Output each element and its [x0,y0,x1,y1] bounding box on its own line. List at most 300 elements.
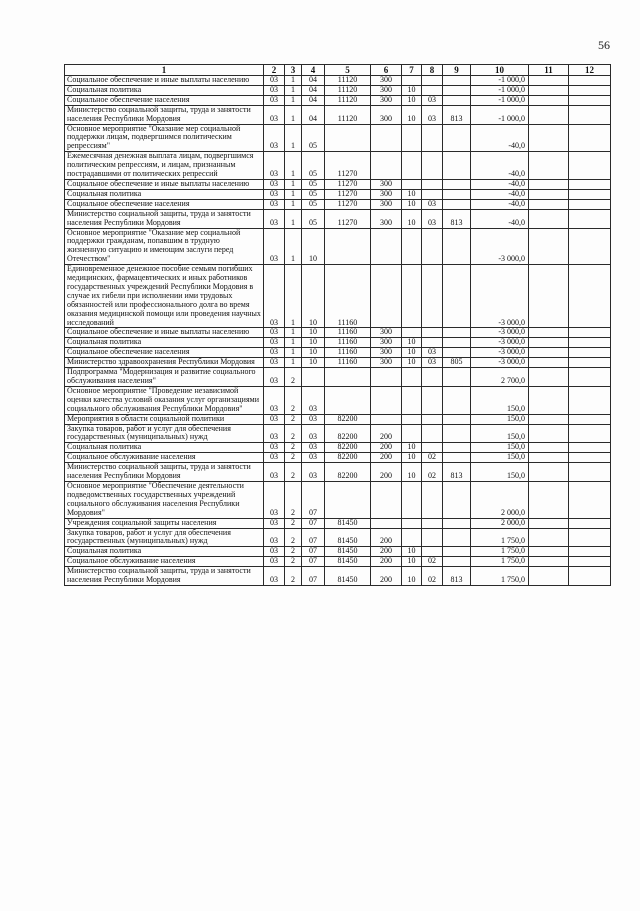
row-cell-c9 [443,528,471,547]
row-cell-c7: 10 [402,85,422,95]
table-row [65,228,611,265]
row-cell-c11 [529,189,569,199]
row-cell-c6: 300 [371,338,402,348]
row-cell-c10: 1 750,0 [471,528,529,547]
row-cell-c11 [529,265,569,328]
row-cell-c12 [569,368,611,387]
row-cell-c11 [529,557,569,567]
row-cell-c6: 300 [371,209,402,228]
row-cell-c11 [529,528,569,547]
row-cell-c8 [422,124,443,152]
row-cell-c8 [422,338,443,348]
row-cell-c5: 81450 [325,518,371,528]
row-cell-c8: 03 [422,95,443,105]
row-cell-c10: -1 000,0 [471,105,529,124]
row-cell-c9 [443,124,471,152]
row-cell-c4: 03 [302,453,325,463]
row-cell-c12 [569,358,611,368]
row-cell-c12 [569,124,611,152]
row-cell-c2: 03 [264,76,285,86]
row-cell-c9 [443,85,471,95]
row-cell-c4: 07 [302,547,325,557]
row-cell-c10: 150,0 [471,463,529,482]
row-cell-c3: 2 [285,567,302,586]
row-name-cell: Основное мероприятие "Оказание мер социальной поддержки лицам, подвергшимся политическим репрессиям" [65,124,264,152]
row-cell-c12 [569,414,611,424]
row-cell-c7: 10 [402,189,422,199]
row-cell-c6: 300 [371,179,402,189]
row-cell-c2: 03 [264,228,285,265]
row-cell-c8 [422,368,443,387]
row-cell-c3: 2 [285,518,302,528]
row-name-cell: Ежемесячная денежная выплата лицам, подвергшимся политическим репрессиям, и лицам, признанным пострадавшими от политических репрессий [65,152,264,180]
row-cell-c8 [422,518,443,528]
row-cell-c11 [529,386,569,414]
row-cell-c7 [402,424,422,443]
row-cell-c5: 11270 [325,209,371,228]
row-cell-c10: -3 000,0 [471,265,529,328]
row-cell-c9 [443,481,471,518]
row-cell-c12 [569,518,611,528]
row-cell-c9 [443,338,471,348]
column-header: 9 [443,65,471,76]
table-row [65,95,611,105]
row-cell-c9 [443,76,471,86]
row-cell-c10: -3 000,0 [471,358,529,368]
row-cell-c9 [443,189,471,199]
row-cell-c7: 10 [402,209,422,228]
row-cell-c2: 03 [264,124,285,152]
row-cell-c3: 1 [285,105,302,124]
table-row [65,85,611,95]
column-header: 11 [529,65,569,76]
row-cell-c3: 1 [285,228,302,265]
row-cell-c5: 82200 [325,414,371,424]
row-cell-c7 [402,528,422,547]
row-cell-c8 [422,179,443,189]
row-cell-c7 [402,328,422,338]
row-cell-c6: 200 [371,557,402,567]
table-row [65,124,611,152]
row-cell-c2: 03 [264,481,285,518]
row-cell-c3: 1 [285,328,302,338]
row-cell-c7 [402,386,422,414]
row-cell-c7: 10 [402,463,422,482]
row-cell-c8 [422,547,443,557]
row-cell-c11 [529,199,569,209]
row-name-cell: Основное мероприятие "Оказание мер социальной поддержки гражданам, попавшим в трудную жизненную ситуацию и имеющим заслуги перед Отечеством" [65,228,264,265]
row-cell-c7 [402,179,422,189]
row-cell-c6 [371,518,402,528]
row-cell-c11 [529,209,569,228]
row-cell-c3: 1 [285,199,302,209]
row-cell-c7 [402,265,422,328]
row-cell-c6: 300 [371,328,402,338]
row-cell-c5: 11120 [325,105,371,124]
row-name-cell: Социальное обеспечение и иные выплаты населению [65,76,264,86]
row-cell-c9 [443,199,471,209]
row-cell-c7 [402,228,422,265]
table-row [65,328,611,338]
page-number: 56 [598,38,610,52]
row-cell-c11 [529,463,569,482]
row-cell-c5 [325,481,371,518]
row-cell-c9: 805 [443,358,471,368]
row-cell-c5: 11160 [325,328,371,338]
row-cell-c5: 11270 [325,189,371,199]
row-cell-c8 [422,265,443,328]
row-cell-c5: 11120 [325,85,371,95]
row-cell-c2: 03 [264,328,285,338]
row-cell-c4: 05 [302,199,325,209]
row-cell-c2: 03 [264,547,285,557]
row-cell-c4: 07 [302,518,325,528]
row-cell-c5: 82200 [325,453,371,463]
row-cell-c7: 10 [402,358,422,368]
row-cell-c4: 03 [302,414,325,424]
row-cell-c12 [569,424,611,443]
row-cell-c2: 03 [264,199,285,209]
row-cell-c11 [529,105,569,124]
column-header: 2 [264,65,285,76]
table-row [65,209,611,228]
row-cell-c3: 1 [285,209,302,228]
row-cell-c3: 1 [285,179,302,189]
row-cell-c6 [371,124,402,152]
row-cell-c8: 03 [422,209,443,228]
row-name-cell: Подпрограмма "Модернизация и развитие социального обслуживания населения" [65,368,264,387]
row-cell-c2: 03 [264,557,285,567]
row-cell-c4: 10 [302,265,325,328]
row-cell-c6: 300 [371,95,402,105]
row-name-cell: Социальное обеспечение населения [65,199,264,209]
row-cell-c2: 03 [264,95,285,105]
row-cell-c2: 03 [264,453,285,463]
row-cell-c10: 2 000,0 [471,518,529,528]
row-cell-c6: 300 [371,76,402,86]
row-cell-c6: 200 [371,547,402,557]
row-cell-c7: 10 [402,557,422,567]
row-cell-c3: 2 [285,424,302,443]
row-cell-c9 [443,453,471,463]
row-cell-c7 [402,518,422,528]
row-cell-c2: 03 [264,348,285,358]
row-cell-c8 [422,424,443,443]
row-cell-c7: 10 [402,547,422,557]
table-row [65,443,611,453]
row-name-cell: Закупка товаров, работ и услуг для обеспечения государственных (муниципальных) нужд [65,528,264,547]
row-cell-c4: 10 [302,328,325,338]
row-cell-c11 [529,481,569,518]
row-cell-c7: 10 [402,199,422,209]
row-cell-c6: 300 [371,358,402,368]
row-cell-c9 [443,348,471,358]
row-cell-c10: -40,0 [471,189,529,199]
row-cell-c9 [443,547,471,557]
row-cell-c10: -40,0 [471,124,529,152]
table-row [65,368,611,387]
row-cell-c6: 200 [371,424,402,443]
row-cell-c5 [325,368,371,387]
row-cell-c10: -3 000,0 [471,228,529,265]
row-cell-c2: 03 [264,386,285,414]
row-cell-c12 [569,386,611,414]
row-cell-c2: 03 [264,358,285,368]
table-row [65,567,611,586]
table-row [65,152,611,180]
row-cell-c3: 1 [285,95,302,105]
row-cell-c12 [569,463,611,482]
row-cell-c11 [529,443,569,453]
row-cell-c2: 03 [264,189,285,199]
table-row [65,518,611,528]
row-cell-c7 [402,481,422,518]
row-cell-c9 [443,518,471,528]
row-cell-c3: 2 [285,368,302,387]
row-cell-c6: 200 [371,528,402,547]
row-cell-c3: 2 [285,481,302,518]
row-name-cell: Социальное обеспечение и иные выплаты населению [65,328,264,338]
row-cell-c10: -3 000,0 [471,338,529,348]
row-name-cell: Министерство социальной защиты, труда и занятости населения Республики Мордовия [65,463,264,482]
row-cell-c10: -40,0 [471,179,529,189]
row-cell-c2: 03 [264,152,285,180]
row-cell-c5: 81450 [325,557,371,567]
row-name-cell: Министерство социальной защиты, труда и занятости населения Республики Мордовия [65,105,264,124]
row-name-cell: Социальное обеспечение и иные выплаты населению [65,179,264,189]
row-cell-c8: 02 [422,453,443,463]
row-cell-c4: 07 [302,557,325,567]
row-cell-c6: 200 [371,567,402,586]
row-cell-c4: 05 [302,124,325,152]
row-cell-c10: 2 000,0 [471,481,529,518]
row-cell-c9 [443,265,471,328]
table-row [65,547,611,557]
row-cell-c5: 11270 [325,179,371,189]
column-header: 10 [471,65,529,76]
row-cell-c12 [569,481,611,518]
row-cell-c5 [325,386,371,414]
row-cell-c8 [422,76,443,86]
row-cell-c11 [529,152,569,180]
row-cell-c2: 03 [264,528,285,547]
row-cell-c10: -3 000,0 [471,348,529,358]
row-cell-c2: 03 [264,414,285,424]
row-cell-c11 [529,414,569,424]
row-cell-c8 [422,443,443,453]
row-cell-c3: 2 [285,463,302,482]
column-header: 6 [371,65,402,76]
row-cell-c11 [529,124,569,152]
row-cell-c9 [443,368,471,387]
table-row [65,189,611,199]
row-cell-c6 [371,386,402,414]
row-cell-c8 [422,481,443,518]
row-cell-c11 [529,338,569,348]
row-cell-c3: 1 [285,358,302,368]
row-cell-c2: 03 [264,368,285,387]
row-name-cell: Социальная политика [65,547,264,557]
row-cell-c8 [422,85,443,95]
row-cell-c8: 02 [422,567,443,586]
row-cell-c3: 2 [285,528,302,547]
row-cell-c5: 11160 [325,348,371,358]
row-cell-c4: 05 [302,152,325,180]
row-cell-c9: 813 [443,209,471,228]
row-name-cell: Учреждения социальной защиты населения [65,518,264,528]
row-cell-c9 [443,424,471,443]
row-name-cell: Мероприятия в области социальной политики [65,414,264,424]
row-cell-c12 [569,328,611,338]
row-name-cell: Социальное обеспечение населения [65,95,264,105]
row-name-cell: Социальная политика [65,443,264,453]
row-cell-c10: 150,0 [471,424,529,443]
row-cell-c6: 300 [371,189,402,199]
column-header: 12 [569,65,611,76]
row-cell-c6: 200 [371,453,402,463]
table-row [65,105,611,124]
row-cell-c6: 300 [371,105,402,124]
row-cell-c5: 82200 [325,463,371,482]
row-cell-c10: 1 750,0 [471,557,529,567]
row-cell-c12 [569,228,611,265]
row-cell-c5: 11160 [325,338,371,348]
table-row [65,358,611,368]
row-cell-c5: 81450 [325,547,371,557]
row-name-cell: Министерство социальной защиты, труда и занятости населения Республики Мордовия [65,567,264,586]
row-cell-c2: 03 [264,338,285,348]
row-cell-c9 [443,443,471,453]
row-cell-c11 [529,547,569,557]
row-cell-c3: 2 [285,453,302,463]
row-cell-c11 [529,328,569,338]
row-cell-c9 [443,228,471,265]
row-cell-c5: 82200 [325,443,371,453]
table-row [65,481,611,518]
column-header: 5 [325,65,371,76]
row-cell-c9: 813 [443,567,471,586]
row-cell-c11 [529,179,569,189]
row-cell-c8 [422,328,443,338]
row-name-cell: Министерство социальной защиты, труда и занятости населения Республики Мордовия [65,209,264,228]
row-cell-c3: 2 [285,547,302,557]
row-cell-c8 [422,528,443,547]
row-cell-c8: 03 [422,348,443,358]
table-row [65,265,611,328]
row-cell-c8: 03 [422,199,443,209]
row-cell-c5: 11120 [325,76,371,86]
row-cell-c3: 2 [285,557,302,567]
row-cell-c12 [569,547,611,557]
row-cell-c3: 1 [285,85,302,95]
row-cell-c2: 03 [264,265,285,328]
row-name-cell: Социальное обеспечение населения [65,348,264,358]
row-cell-c6: 200 [371,463,402,482]
row-cell-c11 [529,567,569,586]
row-cell-c4: 03 [302,386,325,414]
row-cell-c7 [402,152,422,180]
row-cell-c7: 10 [402,567,422,586]
row-cell-c7 [402,124,422,152]
row-cell-c4: 07 [302,481,325,518]
row-cell-c9 [443,557,471,567]
table-row [65,557,611,567]
row-name-cell: Социальное обслуживание населения [65,453,264,463]
row-cell-c11 [529,85,569,95]
table-row [65,528,611,547]
row-cell-c3: 1 [285,189,302,199]
row-cell-c10: 2 700,0 [471,368,529,387]
table-row [65,386,611,414]
row-cell-c10: -1 000,0 [471,85,529,95]
column-header: 7 [402,65,422,76]
row-name-cell: Основное мероприятие "Обеспечение деятельности подведомственных государственных учреждений социального обслуживания населения Республики Мордовия" [65,481,264,518]
row-cell-c3: 2 [285,386,302,414]
row-name-cell: Министерство здравоохранения Республики Мордовия [65,358,264,368]
row-cell-c5: 11270 [325,199,371,209]
row-cell-c2: 03 [264,567,285,586]
table-body [65,76,611,586]
row-cell-c7 [402,414,422,424]
row-cell-c10: 1 750,0 [471,547,529,557]
row-cell-c12 [569,265,611,328]
row-cell-c7: 10 [402,338,422,348]
row-cell-c7: 10 [402,95,422,105]
row-cell-c12 [569,528,611,547]
row-cell-c2: 03 [264,424,285,443]
row-cell-c5: 11120 [325,95,371,105]
row-name-cell: Единовременное денежное пособие семьям погибших медицинских, фармацевтических и иных работников государственных учреждений Республики Мордовия в случае их гибели при исполнении ими трудовых обязанностей или профессионального долга во время оказания медицинской помощи или проведения научных исследований [65,265,264,328]
row-cell-c12 [569,348,611,358]
row-cell-c12 [569,557,611,567]
row-cell-c7: 10 [402,453,422,463]
row-cell-c6: 300 [371,348,402,358]
row-cell-c11 [529,95,569,105]
row-cell-c4: 03 [302,443,325,453]
row-cell-c9: 813 [443,463,471,482]
table-row [65,76,611,86]
row-cell-c4: 10 [302,358,325,368]
row-cell-c12 [569,85,611,95]
row-cell-c11 [529,368,569,387]
row-cell-c8 [422,414,443,424]
row-cell-c3: 1 [285,152,302,180]
row-cell-c4: 03 [302,424,325,443]
row-cell-c9 [443,414,471,424]
row-cell-c10: 150,0 [471,386,529,414]
row-cell-c6 [371,368,402,387]
row-cell-c5: 11160 [325,265,371,328]
row-cell-c9: 813 [443,105,471,124]
row-cell-c4: 04 [302,105,325,124]
row-name-cell: Социальная политика [65,85,264,95]
row-cell-c8: 02 [422,463,443,482]
row-cell-c6 [371,228,402,265]
row-cell-c12 [569,338,611,348]
row-cell-c5 [325,228,371,265]
table-row [65,338,611,348]
row-cell-c6 [371,265,402,328]
row-cell-c10: -40,0 [471,209,529,228]
row-name-cell: Основное мероприятие "Проведение независимой оценки качества условий оказания услуг организациями социального обслуживания Республики Мордовия" [65,386,264,414]
column-header: 1 [65,65,264,76]
row-cell-c4: 07 [302,567,325,586]
row-cell-c7: 10 [402,105,422,124]
row-cell-c8 [422,189,443,199]
row-cell-c6 [371,152,402,180]
row-cell-c10: -3 000,0 [471,328,529,338]
row-cell-c11 [529,453,569,463]
